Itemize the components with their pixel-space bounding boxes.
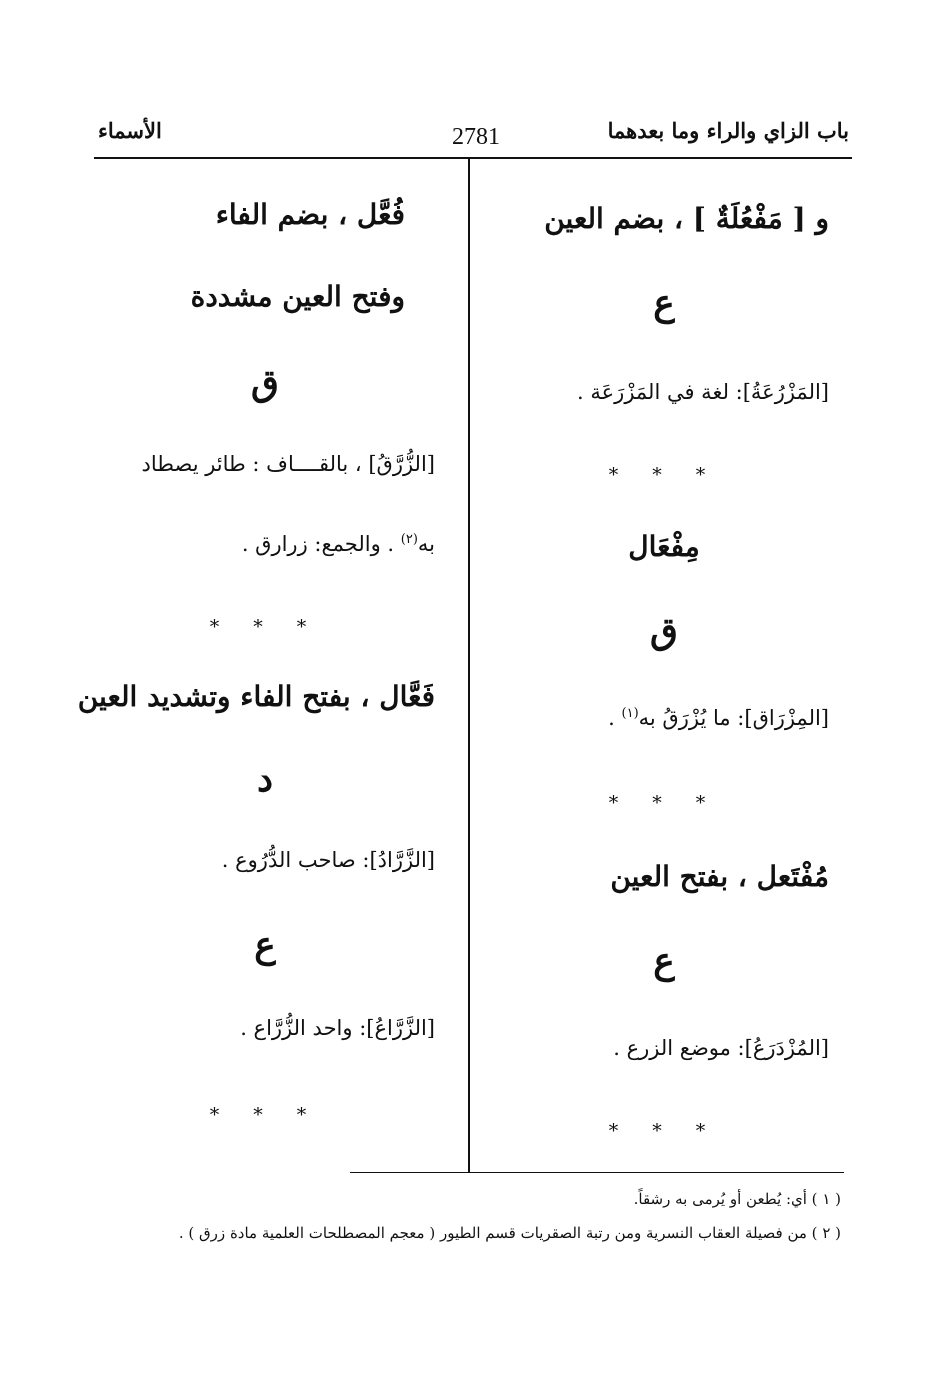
- entry-end: .: [608, 706, 622, 730]
- entry-text: [608, 706, 829, 730]
- pattern-heading: و [ مَفْعُلَةٌ ] ، بضم العين: [544, 202, 829, 235]
- entry-end: . والجمع: زرارق .: [241, 532, 395, 556]
- footnote-2: ( ٢ ) من فصيلة العقاب النسرية ومن رتبة الصقريات قسم الطيور ( معجم المصطلحات العلمية مادة زرق ) .: [178, 1224, 841, 1242]
- pattern-heading: فَعَّال ، بفتح الفاء وتشديد العين: [77, 680, 435, 713]
- column-divider: [468, 157, 470, 1172]
- root-letter: د: [256, 758, 274, 800]
- separator: * * *: [608, 1120, 720, 1142]
- entry-text: [المَزْرُعَةُ]: لغة في المَزْرَعَة .: [577, 380, 829, 404]
- separator: * * *: [209, 1104, 321, 1126]
- root-letter: ع: [653, 940, 675, 982]
- entry-body: [المِزْرَاق]: ما يُزْرَقُ به: [638, 706, 829, 730]
- entry-text-continued: [242, 532, 435, 556]
- footnote-rule: [350, 1172, 844, 1173]
- entry-text: [الزَّرَّاعُ]: واحد الزُّرَّاع .: [240, 1016, 435, 1040]
- entry-text: [الزَّرَّادُ]: صاحب الدُّرُوع .: [221, 848, 435, 872]
- root-letter: ق: [251, 362, 279, 404]
- footnote-ref: (٢): [400, 532, 418, 547]
- footnote-1: ( ١ ) أي: يُطعن أو يُرمى به رشقاً.: [633, 1190, 841, 1208]
- entry-text: [المُزْدَرَعُ]: موضع الزرع .: [613, 1036, 829, 1060]
- pattern-heading: مُفْتَعل ، بفتح العين: [610, 860, 829, 893]
- pattern-heading: مِفْعَال: [628, 530, 700, 563]
- root-letter: ع: [254, 924, 276, 966]
- footnote-ref: (١): [621, 706, 639, 721]
- section-title: الأسماء: [98, 118, 162, 143]
- separator: * * *: [608, 792, 720, 814]
- entry-body: به: [417, 532, 435, 556]
- root-letter: ق: [650, 610, 678, 652]
- root-letter: ع: [653, 282, 675, 324]
- chapter-title: باب الزاي والراء وما بعدهما: [607, 118, 849, 143]
- separator: * * *: [209, 616, 321, 638]
- pattern-heading-continued: وفتح العين مشددة: [190, 280, 405, 313]
- page-number: 2781: [452, 124, 500, 150]
- separator: * * *: [608, 464, 720, 486]
- header-rule: [94, 157, 852, 159]
- pattern-heading: فُعَّل ، بضم الفاء: [215, 198, 405, 231]
- entry-text: [الزُّرَّقُ] ، بالقــــاف : طائر يصطاد: [141, 452, 435, 476]
